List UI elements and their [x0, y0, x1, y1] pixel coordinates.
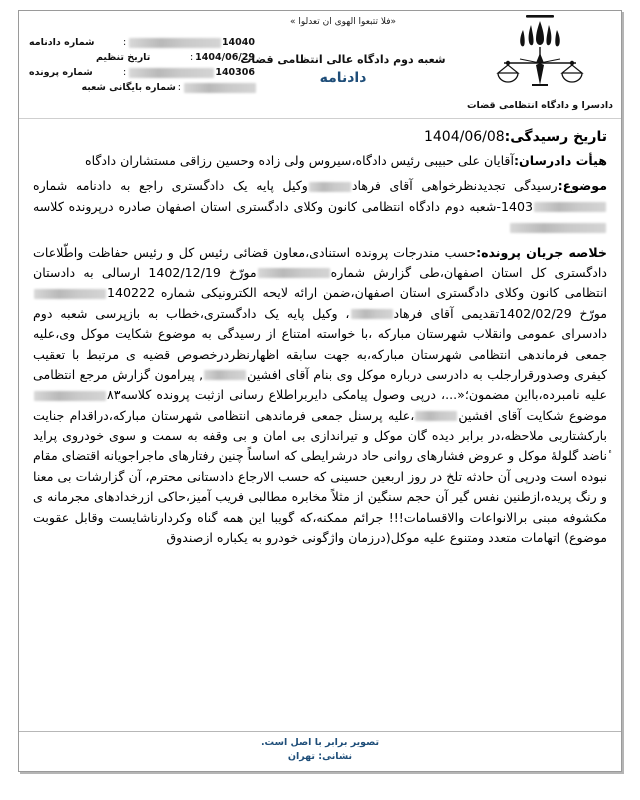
meta-label-issue-date: تاریخ تنظیم — [95, 52, 151, 63]
redacted-block — [309, 182, 351, 192]
meta-value-case-number: 140306 — [215, 67, 255, 78]
judges-text: آقایان علی حبیبی رئیس دادگاه،سیروس ولی زاده وحسین رزاقی مستشاران دادگاه — [85, 153, 514, 168]
meta-label-archive-number: شماره بایگانی شعبه — [81, 82, 176, 93]
summary-text-3: مورّخ 1402/02/29تقدیمی آقای فرهاد — [393, 305, 607, 321]
meta-row — [29, 50, 257, 65]
meta-value-verdict-number: 14040 — [221, 37, 255, 48]
summary-text-1: حسب مندرجات پرونده استنادی،معاون قضائی رئیس کل و رئیس حفاظت واطّلاعات دادگستری کل استان اصفهان،طی گزارش شماره — [33, 244, 608, 280]
judges-panel-paragraph — [33, 151, 607, 171]
emblem-caption: دادسرا و دادگاه انتظامی قضات — [466, 100, 614, 111]
document-meta-block — [29, 35, 257, 95]
document-footer — [19, 731, 621, 771]
redacted-block — [351, 309, 393, 319]
document-page — [18, 10, 622, 772]
summary-label: خلاصه جریان پرونده: — [476, 244, 607, 260]
summary-text-2: مورّخ 1402/12/19 ارسالی به دادستان انتظامی کانون وکلای دادگستری استان اصفهان،ضمن ارائه لایحه الکترونیکی شماره 140222 — [33, 264, 607, 301]
summary-text-7: ،علیه پرسنل جمعی فرماندهی انتظامی شهرستان مبارکه،دراقدام جنایت بارکشتاربی ملاحظه،در برابر دیده گان موکل و تیراندازی بی امان و بی وقفه به سمت و سوی خودروی پراید ٔناضد گلولهٔ موکل و عروض فشارهای روانی حاد درشرایطی که اساساً چنین رفتارهای ماجراجویانه اقتضای مقام نبوده است ودرپی آن حادثه تلخ در روز اربعین حسینی که حسب الارجاع دادستانی محترم، آن گزارشات بی معنا و رنگ پریده،ازطنین نفس گیر آن حجم سنگین از مثلاً مخابره مطالبی فریب آمیز،حاکی ازرخدادهای مجرمانه ی مکشوفه مبنی برالانواعات والاقسامات!!! جرائم ممکنه،که گویبا این همه گناه وکردارناشایست وقابل عقوبت موضوع) اتهامات متعدد ومتنوع علیه موکل(درزمان واژگونی خودرو به یکباره ازصندوق — [33, 407, 607, 546]
header-center-block — [223, 17, 463, 86]
summary-text-4: ، وکیل پایه یک دادگستری،خطاب به بازپرسی شعبه دوم دادسرای عمومی وانقلاب شهرستان مبارکه ،با خواسته امتناع از رسیدگی به موضوع شکایت موکل وی،علیه جمعی فرماندهی انتظامی شهرستان مبارکه،به جهت سابقه اظهارنظردرخصوص قضیه ی مرتبط با تعقیب کیفری وصدورقرارجلب به دادرسی درباره موکل وی بنام آقای افشین — [33, 305, 607, 382]
meta-colon: : — [123, 37, 127, 48]
document-header — [19, 11, 621, 119]
judges-label: هیأت دادرسان: — [513, 153, 607, 168]
meta-colon: : — [177, 82, 181, 93]
meta-row — [29, 65, 257, 80]
redacted-block — [129, 68, 214, 78]
meta-label-case-number: شماره پرونده — [29, 67, 93, 78]
meta-row — [29, 35, 257, 50]
hearing-date-label: تاریخ رسیدگی: — [504, 129, 607, 145]
case-summary-paragraph — [33, 243, 607, 549]
meta-row — [29, 80, 257, 95]
subject-text-c: 1403 — [500, 198, 533, 214]
certified-copy-note: تصویر برابر با اصل است. — [260, 737, 380, 748]
redacted-block — [258, 268, 330, 278]
meta-label-verdict-number: شماره دادنامه — [29, 37, 95, 48]
redacted-block — [534, 202, 606, 212]
subject-label: موضوع: — [557, 178, 607, 194]
redacted-block — [34, 391, 106, 401]
judiciary-emblem-block — [465, 13, 615, 111]
subject-text-a: رسیدگی تجدیدنظرخواهی آقای فرهاد — [351, 178, 558, 194]
hearing-date-line — [33, 129, 607, 145]
redacted-block — [510, 223, 606, 233]
redacted-block — [129, 38, 221, 48]
redacted-block — [415, 411, 457, 421]
subject-text-b: وکیل پایه یک دادگستری راجع به دادنامه شماره — [33, 178, 308, 194]
redacted-block — [184, 83, 256, 93]
meta-value-issue-date: 1404/06/29 — [195, 52, 255, 63]
hearing-date-value: 1404/06/08 — [423, 129, 505, 145]
summary-text-6: موضوع شکایت آقای افشین — [458, 407, 607, 423]
meta-colon: : — [123, 67, 127, 78]
scales-of-justice-icon — [486, 13, 594, 99]
quran-verse: «فلا تتبعوا الهوی ان تعدلوا » — [289, 17, 397, 27]
document-type-title: دادنامه — [319, 70, 367, 86]
branch-title: شعبه دوم دادگاه عالی انتظامی قضات — [240, 53, 446, 66]
summary-text-5: , پیرامون گزارش مرجع انتظامی علیه نامبرده،بااین مضمون؛«...، درپی وصول پیامکی دایربراطلاع رسانی ازثبت پرونده کلاسه۸۳ — [33, 366, 607, 403]
subject-text-d: -شعبه دوم دادگاه انتظامی کانون وکلای دادگستری استان اصفهان صادره درپرونده کلاسه — [33, 198, 501, 214]
subject-paragraph — [33, 176, 607, 237]
redacted-block — [204, 370, 246, 380]
redacted-block — [34, 289, 106, 299]
address-line: نشانی: تهران — [287, 751, 353, 763]
meta-colon: : — [189, 52, 194, 63]
document-body — [19, 119, 621, 557]
